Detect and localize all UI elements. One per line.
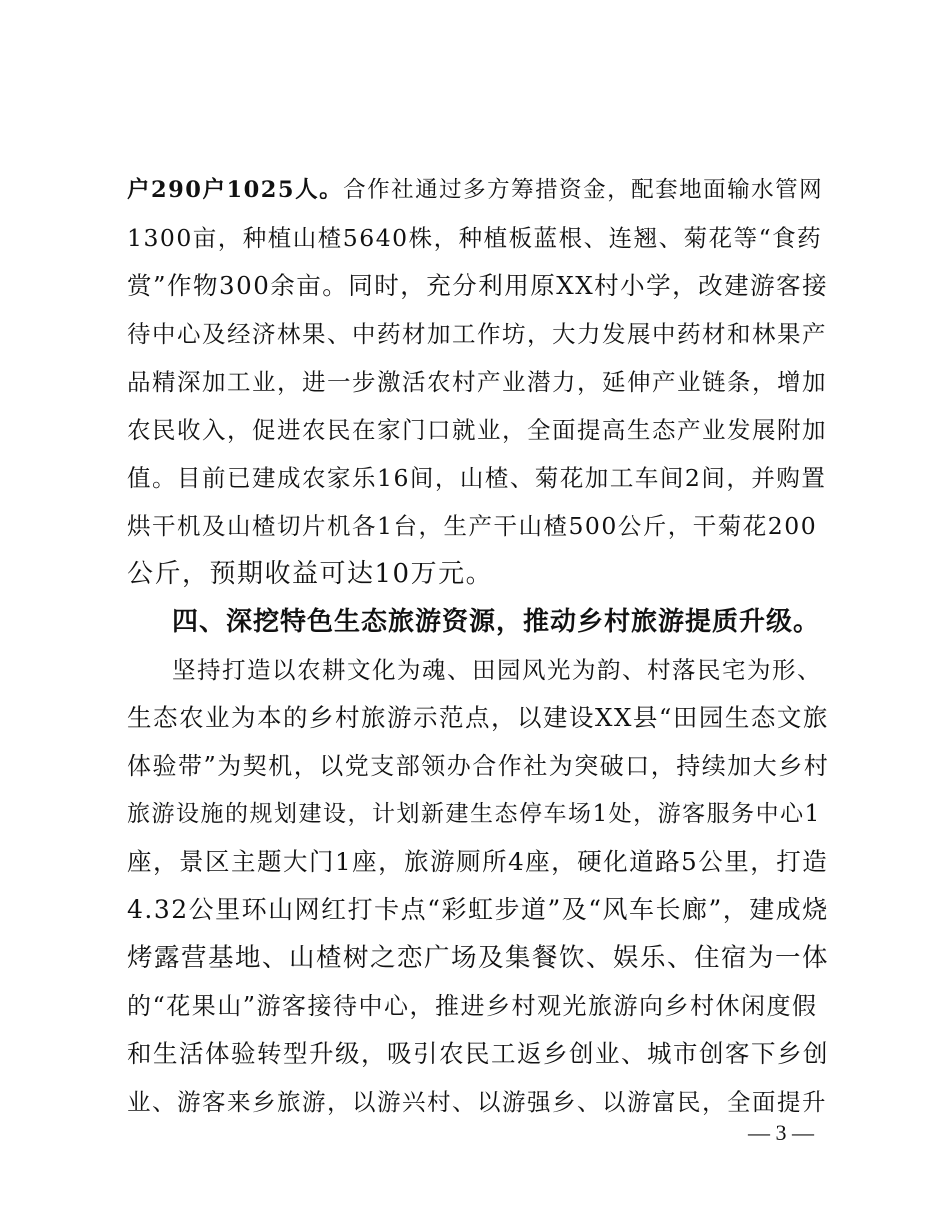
paragraph-line: 赏”作物300余亩。同时，充分利用原XX村小学，改建游客接 — [127, 271, 829, 300]
line-text: 合作社通过多方筹措资金，配套地面输水管网 — [343, 177, 824, 203]
bold-lead-text: 户290户1025人。 — [127, 177, 344, 203]
paragraph-line — [127, 170, 823, 210]
paragraph-line: 座，景区主题大门1座，旅游厕所4座，硬化道路5公里，打造 — [127, 847, 829, 876]
paragraph-line: 坚持打造以农耕文化为魂、田园风光为韵、村落民宅为形、 — [172, 656, 822, 684]
page-number: — 3 — — [748, 1120, 814, 1145]
paragraph-line: 和生活体验转型升级，吸引农民工返乡创业、城市创客下乡创 — [127, 1039, 829, 1068]
paragraph-line: 农民收入，促进农民在家门口就业，全面提高生态产业发展附加 — [127, 416, 827, 444]
paragraph-line: 4.32公里环山网红打卡点“彩虹步道”及“风车长廊”，建成烧 — [127, 895, 829, 924]
paragraph-line: 1300亩，种植山楂5640株，种植板蓝根、连翘、菊花等“食药 — [127, 224, 823, 252]
paragraph-line: 旅游设施的规划建设，计划新建生态停车场1处，游客服务中心1 — [127, 801, 821, 827]
paragraph-line: 公斤，预期收益可达10万元。 — [127, 559, 494, 589]
paragraph-line: 烘干机及山楂切片机各1台，生产干山楂500公斤，干菊花200 — [127, 512, 818, 540]
paragraph-line: 业、游客来乡旅游，以游兴村、以游强乡、以游富民，全面提升 — [127, 1088, 827, 1116]
section-heading: 四、深挖特色生态旅游资源，推动乡村旅游提质升级。 — [172, 607, 821, 637]
paragraph-line: 体验带”为契机，以党支部领办合作社为突破口，持续加大乡村 — [127, 752, 830, 780]
paragraph-line: 待中心及经济林果、中药材加工作坊，大力发展中药材和林果产 — [127, 320, 827, 348]
paragraph-line: 值。目前已建成农家乐16间，山楂、菊花加工车间2间，并购置 — [127, 464, 827, 492]
paragraph-line: 的“花果山”游客接待中心，推进乡村观光旅游向乡村休闲度假 — [127, 992, 818, 1020]
paragraph-line: 生态农业为本的乡村旅游示范点，以建设XX县“田园生态文旅 — [127, 703, 829, 732]
paragraph-line: 品精深加工业，进一步激活农村产业潜力，延伸产业链条，增加 — [127, 368, 827, 396]
paragraph-line: 烤露营基地、山楂树之恋广场及集餐饮、娱乐、住宿为一体 — [127, 943, 830, 973]
